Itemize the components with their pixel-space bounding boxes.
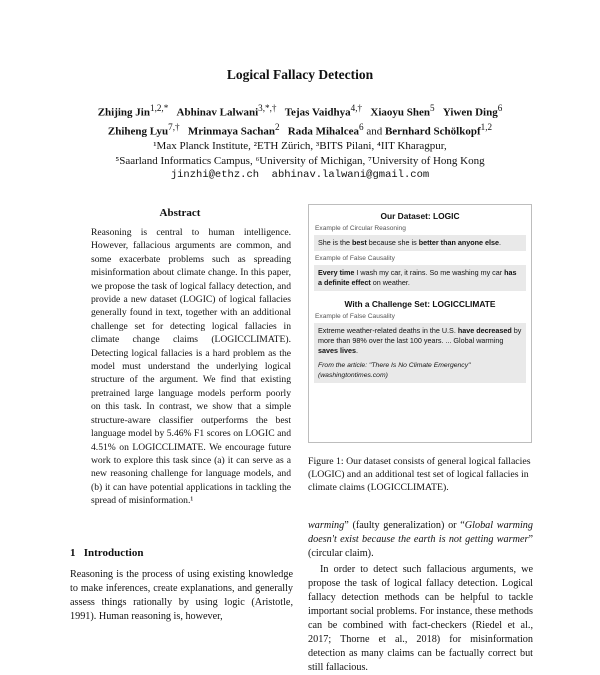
author-affil: 1,2 [480,122,493,133]
example-highlight: saves lives [318,346,356,355]
example-false-causality [314,265,526,291]
author-emails: jinzhi@ethz.ch abhinav.lalwani@gmail.com [170,169,430,182]
abstract-heading: Abstract [159,207,201,219]
author-affil: 6 [358,122,364,133]
author-name: Zhijing Jin [97,106,150,119]
introduction-text: Reasoning is the process of using existing knowledge to make inferences, create explanations, and generally assess things rationally by using logic (Aristotle, 1991). Human reasoning is, however, [70,569,293,622]
example-source: From the article: "There Is No Climate Emergency" (washingtontimes.com) [318,362,471,379]
author-affil: 3,*,† [258,103,277,113]
author-affil: 1,2,* [149,103,169,113]
author-name: Rada Mihalcea [287,125,359,138]
example-text: Extreme weather-related deaths in the U.S. [318,326,458,335]
figure-challenge-heading: With a Challenge Set: LOGICCLIMATE [344,299,496,309]
example-highlight: have decreased [457,326,512,335]
example-text: . [499,238,501,247]
author-name: Yiwen Ding [442,106,498,119]
example-text: on weather. [370,278,410,287]
author-line-2 [0,120,600,139]
text: ” (faulty generalization) or “ [344,520,465,531]
author-line-1 [0,101,600,120]
example-highlight: Every time [318,268,355,277]
author-affil: 5 [429,103,435,113]
example-label-circular: Example of Circular Reasoning [315,225,406,232]
figure-dataset-heading: Our Dataset: LOGIC [380,211,460,221]
example-text: by more than 98% over the last 100 years. ... Global warming [318,326,522,345]
affiliations-2: ⁵Saarland Informatics Campus, ⁶University of Michigan, ⁷University of Hong Kong [115,154,485,167]
example-label-climate: Example of False Causality [315,313,395,320]
example-text: because she is [366,238,419,247]
example-highlight: has a definite effect [318,268,517,287]
author-block [0,101,600,183]
section-heading-introduction: 1 Introduction [70,547,144,559]
author-affil: 4,† [350,103,363,113]
author-name: Abhinav Lalwani [176,106,259,119]
author-name: Xiaoyu Shen [370,106,430,119]
figure-caption: Figure 1: Our dataset consists of general logical fallacies (LOGIC) and an additional test set of logical fallacies in climate claims (LOGICCLIMATE). [308,456,531,494]
example-highlight: best [351,238,367,247]
author-affil: 2 [274,122,280,133]
example-circular-reasoning [314,235,526,251]
paper-title: Logical Fallacy Detection [226,67,374,82]
right-column-text [308,519,533,675]
author-and: and [366,125,383,138]
affiliations-1: ¹Max Planck Institute, ²ETH Zürich, ³BITS Pilani, ⁴IIT Kharagpur, [153,140,447,153]
example-climate-causality [314,323,526,383]
author-name: Bernhard Schölkopf [384,125,481,138]
example-highlight: better than anyone else [418,238,499,247]
example-text: She is the [318,238,352,247]
paragraph: In order to detect such fallacious arguments, we propose the task of logical fallacy detection. Logical fallacy detection methods can be helpful to tackle important social problems. For instance, these methods can be combined with fact-checkers (Riedel et al., 2017; Thorne et al., 2018) for misinformation detection as many claims can be factually correct but still fallacious. [308,564,533,673]
author-affil: 7,† [168,122,180,133]
figure-1 [308,204,532,443]
paragraph [308,519,533,561]
author-name: Tejas Vaidhya [284,106,351,119]
quote-italic: warming [308,520,345,531]
example-text: . [355,346,358,355]
author-affil: 6 [497,103,503,113]
text: ” (circular claim). [308,534,533,559]
example-text: I wash my car, it rains. So me washing my car [354,268,505,277]
author-name: Zhiheng Lyu [107,125,169,138]
abstract-text: Reasoning is central to human intelligence. However, fallacious arguments are common, and some exacerbate problems such as spreading misinformation about climate change. In this paper, we propose the task of logical fallacy detection, and provide a new dataset (LOGIC) of logical fallacies generally found in text, together with an additional challenge set for detecting logical fallacies in climate change claims (LOGICCLIMATE). Detecting logical fallacies is a hard problem as the model must understand the underlying logical structure of the argument. We find that existing pretrained large language models perform poorly on this task. In contrast, we show that a simple structure-aware classifier outperforms the best language model by 5.46% F1 scores on LOGIC and 4.51% on LOGICCLIMATE. We encourage future work to explore this task since (a) it can serve as a new reasoning challenge for language models, and (b) it can have potential applications in tackling the spread of misinformation.¹ [91,227,291,507]
example-label-causality: Example of False Causality [315,255,395,262]
quote-italic: Global warming doesn't exist because the earth is not getting warmer [308,520,533,545]
author-name: Mrinmaya Sachan [187,125,275,138]
